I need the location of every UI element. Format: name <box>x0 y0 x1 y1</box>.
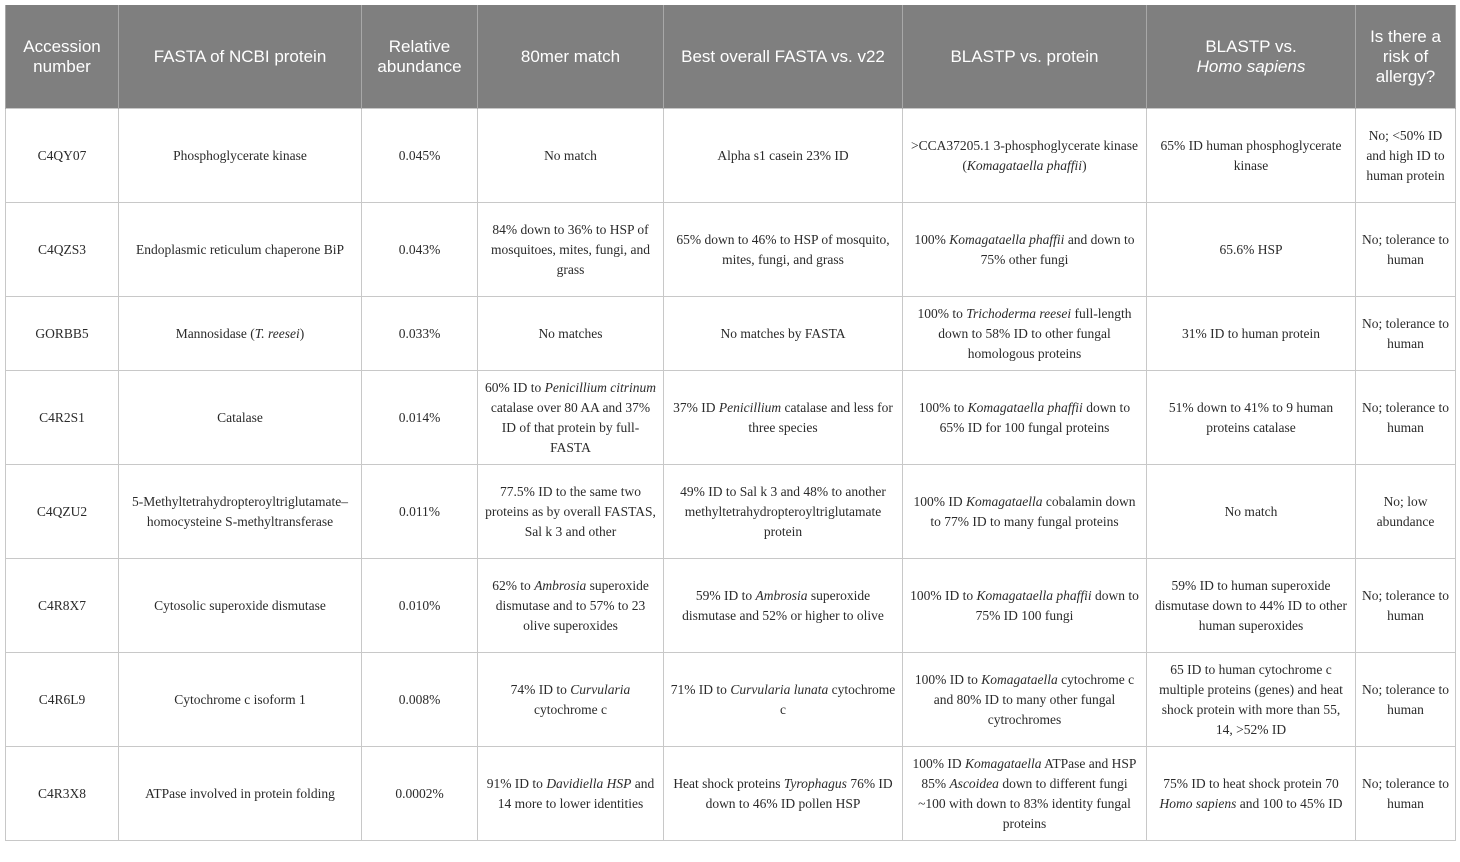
fasta-v22-cell <box>664 371 903 465</box>
cell-text: Cytochrome c isoform 1 <box>174 691 306 707</box>
italic-text: Davidiella HSP <box>546 775 632 791</box>
header-label: FASTA of NCBI protein <box>153 46 327 66</box>
blastp-human-cell <box>1147 465 1356 559</box>
cell-text: and 100 to 45% ID <box>1236 795 1343 811</box>
cell-text: cobalamin down to 77% ID to many fungal proteins <box>930 493 1136 529</box>
abundance-cell <box>362 371 478 465</box>
cell-text: 49% ID to Sal k 3 and 48% to another methyltetrahydropteroyltriglutamate protein <box>680 483 886 539</box>
cell-text: No; low abundance <box>1376 493 1435 529</box>
cell-text: No; tolerance to human <box>1362 681 1449 717</box>
accession-cell <box>6 109 119 203</box>
italic-text: Curvularia lunata <box>730 681 829 697</box>
cell-text: >CCA37205.1 3-phosphoglycerate kinase ( <box>911 137 1138 173</box>
italic-text: Curvularia <box>570 681 631 697</box>
italic-text: Komagataella <box>965 755 1042 771</box>
italic-text: Ambrosia <box>755 587 808 603</box>
fasta-v22-cell <box>664 203 903 297</box>
80mer-cell <box>478 653 664 747</box>
header-risk-of-allergy <box>1356 5 1456 109</box>
cell-text: C4R2S1 <box>39 409 85 425</box>
protein-cell <box>119 653 362 747</box>
blastp-human-cell <box>1147 747 1356 841</box>
italic-text: Ambrosia <box>534 577 587 593</box>
80mer-cell <box>478 371 664 465</box>
cell-text: catalase and less for three species <box>748 399 893 435</box>
cell-text: 91% ID to <box>486 775 547 791</box>
fasta-v22-cell <box>664 653 903 747</box>
blastp-protein-cell <box>903 747 1147 841</box>
header-row <box>6 5 1456 109</box>
protein-cell <box>119 465 362 559</box>
cell-text: 0.045% <box>398 147 441 163</box>
table-row <box>6 371 1456 465</box>
header-label: Accession number <box>23 36 101 76</box>
allergy-risk-cell <box>1356 747 1456 841</box>
header-label: 80mer match <box>520 46 621 66</box>
protein-cell <box>119 747 362 841</box>
cell-text: No matches <box>538 325 603 341</box>
cell-text: 31% ID to human protein <box>1182 325 1320 341</box>
header-accession-number <box>6 5 119 109</box>
blastp-protein-cell <box>903 203 1147 297</box>
header-label: BLASTP vs. protein <box>950 46 1099 66</box>
table-row <box>6 559 1456 653</box>
italic-text: Komagataella phaffii <box>976 587 1092 603</box>
abundance-cell <box>362 559 478 653</box>
cell-text: 5-Methyltetrahydropteroyltriglutamate–homocysteine S-methyltransferase <box>132 493 348 529</box>
accession-cell <box>6 747 119 841</box>
italic-text: Komagataella <box>981 671 1058 687</box>
cell-text: catalase over 80 AA and 37% ID of that protein by full-FASTA <box>490 399 651 455</box>
blastp-protein-cell <box>903 371 1147 465</box>
abundance-cell <box>362 465 478 559</box>
blastp-human-cell <box>1147 109 1356 203</box>
80mer-cell <box>478 297 664 371</box>
table-row <box>6 465 1456 559</box>
cell-text: 100% ID to <box>914 671 982 687</box>
cell-text: ) <box>299 325 305 341</box>
cell-text: No matches by FASTA <box>720 325 846 341</box>
header-label: Best overall FASTA vs. v22 <box>681 46 885 66</box>
cell-text: ATPase and HSP 85% <box>921 755 1137 791</box>
cell-text: superoxide dismutase and 52% or higher to olive <box>682 587 884 623</box>
allergy-risk-cell <box>1356 109 1456 203</box>
cell-text: C4QZU2 <box>36 503 88 519</box>
italic-text: Trichoderma reesei <box>966 305 1072 321</box>
allergy-risk-cell <box>1356 371 1456 465</box>
table-row <box>6 653 1456 747</box>
italic-text: T. reesei <box>254 325 300 341</box>
80mer-cell <box>478 203 664 297</box>
cell-text: No match <box>544 147 597 163</box>
blastp-human-cell <box>1147 203 1356 297</box>
blastp-human-cell <box>1147 653 1356 747</box>
header-label: Is there a risk of allergy? <box>1370 26 1441 86</box>
blastp-human-cell <box>1147 559 1356 653</box>
cell-text: 65% down to 46% to HSP of mosquito, mites, fungi, and grass <box>676 231 890 267</box>
80mer-cell <box>478 109 664 203</box>
blastp-human-cell <box>1147 297 1356 371</box>
blastp-protein-cell <box>903 109 1147 203</box>
cell-text: 0.010% <box>398 597 441 613</box>
blastp-protein-cell <box>903 297 1147 371</box>
fasta-v22-cell <box>664 747 903 841</box>
table-row <box>6 203 1456 297</box>
cell-text: Cytosolic superoxide dismutase <box>154 597 326 613</box>
cell-text: ATPase involved in protein folding <box>145 785 335 801</box>
accession-cell <box>6 465 119 559</box>
cell-text: 100% ID <box>913 493 966 509</box>
italic-text: Tyrophagus <box>783 775 847 791</box>
header-label-italic: Homo sapiens <box>1196 56 1306 76</box>
accession-cell <box>6 297 119 371</box>
fasta-v22-cell <box>664 465 903 559</box>
table-row <box>6 297 1456 371</box>
italic-text: Komagataella phaffii <box>967 399 1083 415</box>
table-row <box>6 109 1456 203</box>
cell-text: 77.5% ID to the same two proteins as by overall FASTAS, Sal k 3 and other <box>485 483 656 539</box>
italic-text: Komagataella <box>966 493 1043 509</box>
header-label: Relative abundance <box>377 36 462 76</box>
cell-text: C4QY07 <box>37 147 87 163</box>
blastp-human-cell <box>1147 371 1356 465</box>
cell-text: No; tolerance to human <box>1362 315 1449 351</box>
header-fasta-ncbi-protein <box>119 5 362 109</box>
cell-text: 37% ID <box>673 399 719 415</box>
cell-text: 51% down to 41% to 9 human proteins catalase <box>1168 399 1334 435</box>
cell-text: No; tolerance to human <box>1362 399 1449 435</box>
fasta-v22-cell <box>664 559 903 653</box>
abundance-cell <box>362 297 478 371</box>
allergy-risk-cell <box>1356 559 1456 653</box>
cell-text: 100% ID to <box>910 587 977 603</box>
cell-text: 100% to <box>918 399 968 415</box>
italic-text: Penicillium <box>718 399 782 415</box>
allergy-risk-cell <box>1356 653 1456 747</box>
italic-text: Homo sapiens <box>1159 795 1237 811</box>
cell-text: down to 75% ID 100 fungi <box>975 587 1139 623</box>
header-relative-abundance <box>362 5 478 109</box>
abundance-cell <box>362 747 478 841</box>
cell-text: and down to 75% other fungi <box>980 231 1135 267</box>
header-label: BLASTP vs. <box>1205 36 1297 56</box>
blastp-protein-cell <box>903 559 1147 653</box>
cell-text: No; tolerance to human <box>1362 231 1449 267</box>
header-80mer-match <box>478 5 664 109</box>
allergy-risk-cell <box>1356 465 1456 559</box>
cell-text: GORBB5 <box>35 325 89 341</box>
80mer-cell <box>478 465 664 559</box>
cell-text: 0.008% <box>398 691 441 707</box>
cell-text: 74% ID to <box>510 681 571 697</box>
accession-cell <box>6 203 119 297</box>
italic-text: Ascoidea <box>949 775 999 791</box>
cell-text: C4R3X8 <box>37 785 86 801</box>
italic-text: Komagataella phaffii <box>966 157 1083 173</box>
cell-text: superoxide dismutase and to 57% to 23 olive superoxides <box>495 577 649 633</box>
fasta-v22-cell <box>664 297 903 371</box>
cell-text: 0.011% <box>398 503 441 519</box>
cell-text: 75% ID to heat shock protein 70 <box>1163 775 1339 791</box>
cell-text: 76% ID down to 46% ID pollen HSP <box>705 775 893 811</box>
cell-text: ) <box>1082 157 1087 173</box>
abundance-cell <box>362 653 478 747</box>
accession-cell <box>6 371 119 465</box>
abundance-cell <box>362 109 478 203</box>
header-best-overall-fasta <box>664 5 903 109</box>
blastp-protein-cell <box>903 465 1147 559</box>
cell-text: 59% ID to <box>695 587 756 603</box>
cell-text: C4R8X7 <box>37 597 86 613</box>
cell-text: C4R6L9 <box>38 691 86 707</box>
cell-text: full-length down to 58% ID to other fungal homologous proteins <box>938 305 1132 361</box>
header-blastp-vs-protein <box>903 5 1147 109</box>
protein-cell <box>119 297 362 371</box>
cell-text: 62% to <box>492 577 535 593</box>
table-body <box>6 109 1456 841</box>
cell-text: 71% ID to <box>670 681 731 697</box>
allergy-risk-cell <box>1356 297 1456 371</box>
cell-text: 65.6% HSP <box>1219 241 1283 257</box>
cell-text: and 14 more to lower identities <box>497 775 655 811</box>
cell-text: Heat shock proteins <box>673 775 784 791</box>
cell-text: 0.043% <box>398 241 441 257</box>
cell-text: Phosphoglycerate kinase <box>173 147 307 163</box>
cell-text: No; tolerance to human <box>1362 775 1449 811</box>
cell-text: 0.033% <box>398 325 441 341</box>
cell-text: down to 65% ID for 100 fungal proteins <box>939 399 1131 435</box>
italic-text: Komagataella phaffii <box>949 231 1065 247</box>
80mer-cell <box>478 747 664 841</box>
protein-cell <box>119 203 362 297</box>
cell-text: cytochrome c <box>780 681 896 717</box>
cell-text: 100% to <box>917 305 967 321</box>
cell-text: cytochrome c <box>533 701 608 717</box>
protein-cell <box>119 371 362 465</box>
italic-text: Penicillium citrinum <box>544 379 656 395</box>
cell-text: No; tolerance to human <box>1362 587 1449 623</box>
table-row <box>6 747 1456 841</box>
cell-text: Catalase <box>217 409 263 425</box>
cell-text: 0.014% <box>398 409 441 425</box>
cell-text: 100% ID <box>912 755 966 771</box>
protein-cell <box>119 109 362 203</box>
cell-text: 84% down to 36% to HSP of mosquitoes, mites, fungi, and grass <box>491 221 650 277</box>
cell-text: 60% ID to <box>485 379 545 395</box>
blastp-protein-cell <box>903 653 1147 747</box>
accession-cell <box>6 559 119 653</box>
cell-text: C4QZS3 <box>37 241 86 257</box>
accession-cell <box>6 653 119 747</box>
cell-text: No; <50% ID and high ID to human protein <box>1366 127 1445 183</box>
fasta-v22-cell <box>664 109 903 203</box>
cell-text: 59% ID to human superoxide dismutase down to 44% ID to other human superoxides <box>1155 577 1347 633</box>
protein-cell <box>119 559 362 653</box>
cell-text: 65 ID to human cytochrome c multiple proteins (genes) and heat shock protein with more than 55, 14, >52% ID <box>1159 661 1343 737</box>
cell-text: 0.0002% <box>395 785 444 801</box>
cell-text: 65% ID human phosphoglycerate kinase <box>1160 137 1342 173</box>
cell-text: 100% <box>914 231 950 247</box>
80mer-cell <box>478 559 664 653</box>
header-blastp-vs-homo-sapiens <box>1147 5 1356 109</box>
cell-text: down to different fungi ~100 with down to 83% identity fungal proteins <box>918 775 1131 831</box>
cell-text: No match <box>1224 503 1278 519</box>
cell-text: Mannosidase ( <box>175 325 255 341</box>
cell-text: Endoplasmic reticulum chaperone BiP <box>135 241 345 257</box>
cell-text: cytochrome c and 80% ID to many other fungal cytrochromes <box>933 671 1135 727</box>
allergy-risk-cell <box>1356 203 1456 297</box>
protein-allergy-table <box>5 5 1456 841</box>
abundance-cell <box>362 203 478 297</box>
cell-text: Alpha s1 casein 23% ID <box>717 147 849 163</box>
